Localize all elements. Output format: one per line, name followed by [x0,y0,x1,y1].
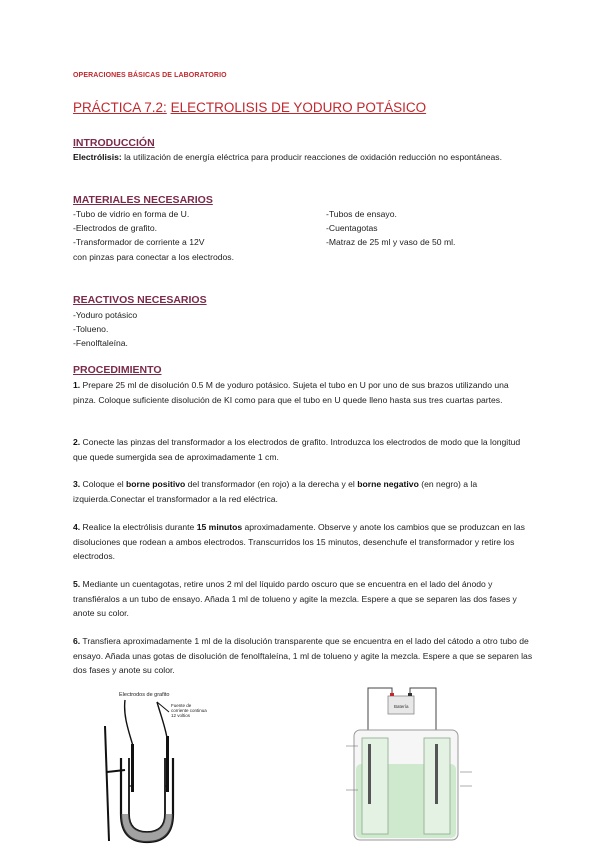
battery-label: Batería [394,704,409,709]
intro-term: Electrólisis: [73,152,122,162]
list-item: -Electrodos de grafito. [73,223,158,234]
procedure-step-5 [73,577,533,621]
step-number: 3. [73,479,81,489]
procedure-step-2 [73,435,533,464]
step-text: Realice la electrólisis durante [80,522,197,532]
electrode-right [435,744,438,804]
wire-right [157,702,167,738]
step-text: Prepare 25 ml de disolución 0.5 M de yoduro potásico. Sujeta el tubo en U por uno de sus brazos utilizando una pinza. Coloque suficiente disolución de KI como para que el tubo en U quede lleno hasta sus tres cuartas partes. [73,380,509,405]
list-item: -Cuentagotas [326,223,378,234]
step-text: Coloque el [80,479,127,489]
figure-label-dc: corriente continua [171,708,207,713]
list-item: -Tolueno. [73,324,109,335]
electrode-right [166,736,169,792]
procedure-step-3 [73,477,533,506]
step-text: (en negro) a la izquierda.Conectar el transformador a la red eléctrica. [73,479,478,504]
beaker-diagram [338,686,488,846]
title-prefix: PRÁCTICA 7.2: [73,100,167,115]
step-number: 5. [73,579,81,589]
step-text: aproximadamente. Observe y anote los cambios que se produzcan en las disoluciones que rodean a ambos electrodos. Transcurridos los 15 minutos, desenchufe el transformador y retire los electrodos. [73,522,525,562]
intro-heading: INTRODUCCIÓN [73,137,155,149]
intro-text [73,150,528,165]
figure-label-voltage: 12 voltios [171,713,191,718]
running-header: OPERACIONES BÁSICAS DE LABORATORIO [73,72,227,79]
step-emphasis: borne positivo [126,479,186,489]
support-rod [105,726,109,841]
step-text: Transfiera aproximadamente 1 ml de la disolución transparente que se encuentra en el lado del cátodo a otro tubo de ensayo. Añada unas gotas de disolución de fenolftaleína, 1 ml de tolueno y agite la mezcla. Espere a que se separen las dos fases y anote su color. [73,636,533,676]
list-item: con pinzas para conectar a los electrodos. [73,251,234,262]
materials-right-list [326,207,455,250]
step-number: 4. [73,522,81,532]
procedure-step-1 [73,378,533,407]
list-item: -Transformador de corriente a 12V [73,237,205,248]
title-main: ELECTROLISIS DE YODURO POTÁSICO [170,100,427,115]
list-item: -Matraz de 25 ml y vaso de 50 ml. [326,237,456,248]
step-text: Conecte las pinzas del transformador a los electrodos de grafito. Introduzca los electrodos de modo que la longitud que quede sumergida sea de aproximadamente 1 cm. [73,437,521,462]
step-number: 1. [73,380,81,390]
materials-left-list [73,207,234,264]
procedure-step-6 [73,634,533,678]
intro-definition: la utilización de energía eléctrica para producir reacciones de oxidación reducción no espontáneas. [121,152,502,162]
list-item: -Yoduro potásico [73,310,138,320]
step-text: del transformador (en rojo) a la derecha y el [185,479,358,489]
electrode-left [368,744,371,804]
list-item: -Tubo de vidrio en forma de U. [73,209,190,219]
electrode-left [131,744,134,792]
step-text: Mediante un cuentagotas, retire unos 2 ml del líquido pardo oscuro que se encuentra en el lado del ánodo y transfiéralos a un tubo de ensayo. Añada 1 ml de tolueno y agite la mezcla. Espere a que se separen las dos fases y anote su color. [73,579,517,619]
figure-label-source: Fuente de [171,703,192,708]
reagents-heading: REACTIVOS NECESARIOS [73,294,207,306]
list-item: -Fenolftaleína. [73,338,128,349]
step-number: 2. [73,437,81,447]
wire-left [125,700,133,746]
page-title [73,100,426,115]
step-emphasis: 15 minutos [196,522,243,532]
materials-heading: MATERIALES NECESARIOS [73,194,213,206]
u-tube-diagram [95,686,225,848]
list-item: -Tubos de ensayo. [326,209,397,219]
step-emphasis: borne negativo [357,479,419,489]
procedure-heading: PROCEDIMIENTO [73,364,162,376]
reagents-list [73,308,137,351]
figure-label-electrodes: Electrodos de grafito [119,692,170,698]
step-number: 6. [73,636,81,646]
procedure-step-4 [73,520,533,564]
